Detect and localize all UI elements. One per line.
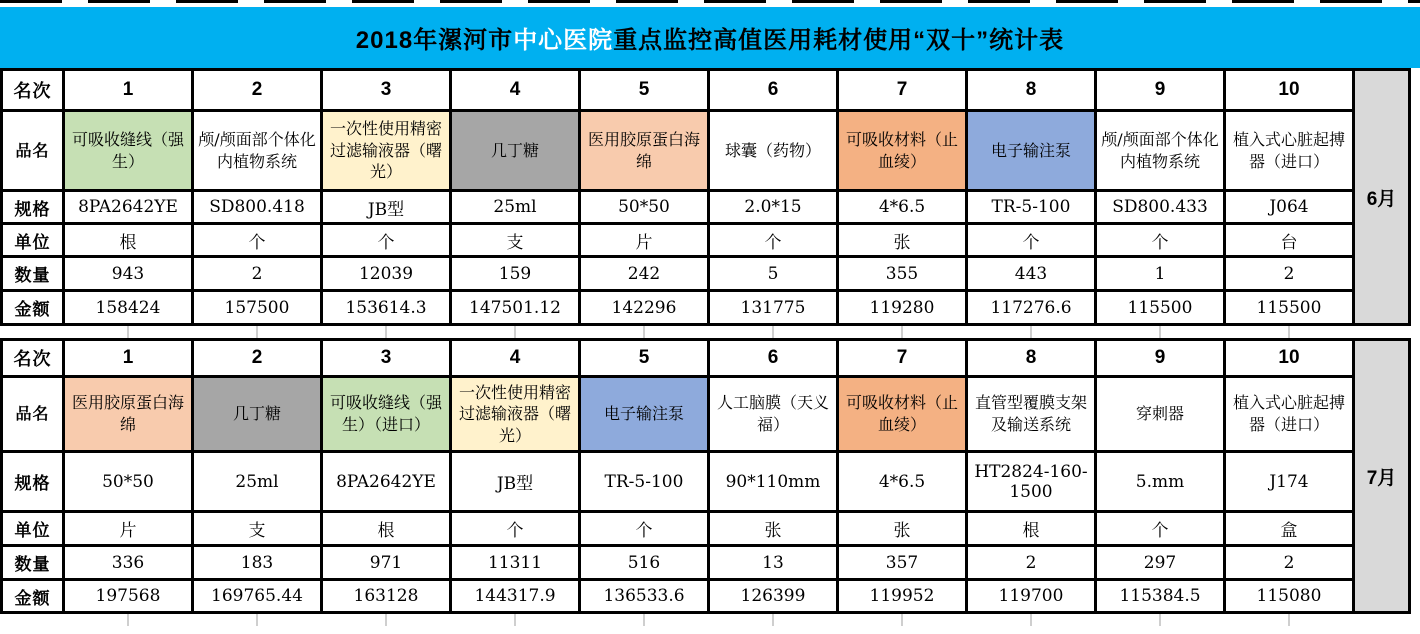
qty-row: [2, 257, 1410, 291]
unit-cell[interactable]: 个: [967, 224, 1096, 257]
row-label-rank[interactable]: 名次: [2, 340, 64, 377]
rank-cell[interactable]: 7: [838, 70, 967, 111]
amount-cell[interactable]: 119280: [838, 291, 967, 325]
row-label-amount[interactable]: 金额: [2, 580, 64, 613]
qty-cell[interactable]: 443: [967, 257, 1096, 291]
spec-cell[interactable]: TR-5-100: [967, 191, 1096, 224]
amount-cell[interactable]: 115384.5: [1096, 580, 1225, 613]
rank-cell[interactable]: 4: [451, 340, 580, 377]
qty-cell[interactable]: 13: [709, 546, 838, 580]
amount-cell[interactable]: 119952: [838, 580, 967, 613]
amount-cell[interactable]: 158424: [64, 291, 193, 325]
spec-cell[interactable]: 50*50: [64, 452, 193, 512]
amount-cell[interactable]: 157500: [193, 291, 322, 325]
spec-cell[interactable]: 2.0*15: [709, 191, 838, 224]
name-cell[interactable]: 一次性使用精密过滤输液器（曙光）: [322, 111, 451, 191]
unit-row: [2, 224, 1410, 257]
rank-cell[interactable]: 6: [709, 70, 838, 111]
rank-cell[interactable]: 10: [1225, 340, 1354, 377]
name-cell[interactable]: 医用胶原蛋白海绵: [580, 111, 709, 191]
rank-row: [2, 70, 1410, 111]
title-text-right: 重点监控高值医用耗材使用“双十”统计表: [613, 27, 1065, 54]
rank-cell[interactable]: 8: [967, 340, 1096, 377]
row-label-rank[interactable]: 名次: [2, 70, 64, 111]
amount-cell[interactable]: 147501.12: [451, 291, 580, 325]
row-label-spec[interactable]: 规格: [2, 452, 64, 512]
name-cell[interactable]: 人工脑膜（天义福）: [709, 377, 838, 452]
name-cell[interactable]: 植入式心脏起搏器（进口）: [1225, 111, 1354, 191]
name-cell[interactable]: 可吸收缝线（强生）: [64, 111, 193, 191]
unit-cell[interactable]: 片: [64, 512, 193, 546]
spec-cell[interactable]: HT2824-160-1500: [967, 452, 1096, 512]
spec-cell[interactable]: 5.mm: [1096, 452, 1225, 512]
unit-cell[interactable]: 个: [1096, 224, 1225, 257]
name-cell[interactable]: 直管型覆膜支架及输送系统: [967, 377, 1096, 452]
spec-cell[interactable]: 8PA2642YE: [322, 452, 451, 512]
name-cell[interactable]: 电子输注泵: [967, 111, 1096, 191]
rank-cell[interactable]: 3: [322, 340, 451, 377]
name-cell[interactable]: 电子输注泵: [580, 377, 709, 452]
name-cell[interactable]: 医用胶原蛋白海绵: [64, 377, 193, 452]
rank-cell[interactable]: 1: [64, 340, 193, 377]
rank-cell[interactable]: 8: [967, 70, 1096, 111]
spec-cell[interactable]: J174: [1225, 452, 1354, 512]
stats-table-month-2: [0, 338, 1411, 614]
qty-cell[interactable]: 2: [193, 257, 322, 291]
qty-cell[interactable]: 12039: [322, 257, 451, 291]
qty-cell[interactable]: 2: [967, 546, 1096, 580]
qty-cell[interactable]: 355: [838, 257, 967, 291]
unit-cell[interactable]: 个: [709, 224, 838, 257]
spec-cell[interactable]: J064: [1225, 191, 1354, 224]
unit-cell[interactable]: 个: [193, 224, 322, 257]
row-label-spec[interactable]: 规格: [2, 191, 64, 224]
name-cell[interactable]: 球囊（药物）: [709, 111, 838, 191]
qty-cell[interactable]: 183: [193, 546, 322, 580]
spec-cell[interactable]: 90*110mm: [709, 452, 838, 512]
spec-cell[interactable]: TR-5-100: [580, 452, 709, 512]
rank-cell[interactable]: 1: [64, 70, 193, 111]
amount-cell[interactable]: 197568: [64, 580, 193, 613]
spec-cell[interactable]: 25ml: [193, 452, 322, 512]
tables-container: [0, 68, 1420, 626]
spec-cell[interactable]: JB型: [451, 452, 580, 512]
unit-cell[interactable]: 张: [838, 512, 967, 546]
month-cell[interactable]: 7月: [1354, 340, 1410, 613]
rank-cell[interactable]: 6: [709, 340, 838, 377]
amount-cell[interactable]: 126399: [709, 580, 838, 613]
name-cell[interactable]: 植入式心脏起搏器（进口）: [1225, 377, 1354, 452]
title-text-left: 2018年漯河市: [355, 27, 514, 54]
spec-cell[interactable]: SD800.418: [193, 191, 322, 224]
spec-cell[interactable]: 25ml: [451, 191, 580, 224]
spec-cell[interactable]: 8PA2642YE: [64, 191, 193, 224]
row-label-qty[interactable]: 数量: [2, 546, 64, 580]
name-cell[interactable]: 穿刺器: [1096, 377, 1225, 452]
qty-cell[interactable]: 943: [64, 257, 193, 291]
qty-cell[interactable]: 11311: [451, 546, 580, 580]
unit-cell[interactable]: 个: [322, 224, 451, 257]
row-label-qty[interactable]: 数量: [2, 257, 64, 291]
sheet-top-edge: [0, 0, 1420, 7]
qty-cell[interactable]: 357: [838, 546, 967, 580]
spec-row: [2, 452, 1410, 512]
qty-cell[interactable]: 971: [322, 546, 451, 580]
unit-cell[interactable]: 台: [1225, 224, 1354, 257]
rank-cell[interactable]: 4: [451, 70, 580, 111]
amount-cell[interactable]: 119700: [967, 580, 1096, 613]
rank-cell[interactable]: 9: [1096, 70, 1225, 111]
row-label-amount[interactable]: 金额: [2, 291, 64, 325]
amount-cell[interactable]: 142296: [580, 291, 709, 325]
qty-cell[interactable]: 2: [1225, 546, 1354, 580]
unit-cell[interactable]: 个: [1096, 512, 1225, 546]
name-row: [2, 111, 1410, 191]
row-label-name[interactable]: 品名: [2, 377, 64, 452]
unit-cell[interactable]: 片: [580, 224, 709, 257]
unit-cell[interactable]: 支: [193, 512, 322, 546]
rank-cell[interactable]: 2: [193, 70, 322, 111]
unit-cell[interactable]: 根: [64, 224, 193, 257]
qty-cell[interactable]: 242: [580, 257, 709, 291]
unit-cell[interactable]: 张: [709, 512, 838, 546]
name-row: [2, 377, 1410, 452]
unit-cell[interactable]: 个: [451, 512, 580, 546]
unit-cell[interactable]: 张: [838, 224, 967, 257]
spec-cell[interactable]: SD800.433: [1096, 191, 1225, 224]
sheet-gridline-gap: [0, 326, 1410, 338]
name-cell[interactable]: 颅/颅面部个体化内植物系统: [193, 111, 322, 191]
qty-cell[interactable]: 516: [580, 546, 709, 580]
qty-cell[interactable]: 336: [64, 546, 193, 580]
unit-cell[interactable]: 根: [322, 512, 451, 546]
sheet-gridline-gap: [0, 614, 1410, 626]
spec-cell[interactable]: JB型: [322, 191, 451, 224]
month-cell[interactable]: 6月: [1354, 70, 1410, 325]
rank-cell[interactable]: 2: [193, 340, 322, 377]
title-bar: [0, 7, 1420, 68]
name-cell[interactable]: 几丁糖: [193, 377, 322, 452]
title-text-highlight: 中心医院: [513, 27, 614, 54]
amount-row: [2, 580, 1410, 613]
name-cell[interactable]: 可吸收缝线（强生）（进口）: [322, 377, 451, 452]
unit-cell[interactable]: 个: [580, 512, 709, 546]
rank-cell[interactable]: 5: [580, 340, 709, 377]
unit-row: [2, 512, 1410, 546]
rank-row: [2, 340, 1410, 377]
spec-cell[interactable]: 4*6.5: [838, 452, 967, 512]
spec-cell[interactable]: 4*6.5: [838, 191, 967, 224]
qty-cell[interactable]: 159: [451, 257, 580, 291]
amount-cell[interactable]: 115500: [1096, 291, 1225, 325]
row-label-unit[interactable]: 单位: [2, 512, 64, 546]
qty-cell[interactable]: 5: [709, 257, 838, 291]
qty-cell[interactable]: 1: [1096, 257, 1225, 291]
rank-cell[interactable]: 3: [322, 70, 451, 111]
name-cell[interactable]: 颅/颅面部个体化内植物系统: [1096, 111, 1225, 191]
unit-cell[interactable]: 盒: [1225, 512, 1354, 546]
name-cell[interactable]: 几丁糖: [451, 111, 580, 191]
row-label-unit[interactable]: 单位: [2, 224, 64, 257]
spec-row: [2, 191, 1410, 224]
amount-cell[interactable]: 131775: [709, 291, 838, 325]
amount-cell[interactable]: 115080: [1225, 580, 1354, 613]
name-cell[interactable]: 可吸收材料（止血绫）: [838, 111, 967, 191]
amount-cell[interactable]: 153614.3: [322, 291, 451, 325]
rank-cell[interactable]: 9: [1096, 340, 1225, 377]
qty-cell[interactable]: 297: [1096, 546, 1225, 580]
amount-row: [2, 291, 1410, 325]
amount-cell[interactable]: 115500: [1225, 291, 1354, 325]
qty-row: [2, 546, 1410, 580]
unit-cell[interactable]: 根: [967, 512, 1096, 546]
name-cell[interactable]: 一次性使用精密过滤输液器（曙光）: [451, 377, 580, 452]
amount-cell[interactable]: 163128: [322, 580, 451, 613]
rank-cell[interactable]: 7: [838, 340, 967, 377]
stats-table-month-1: [0, 68, 1411, 326]
amount-cell[interactable]: 169765.44: [193, 580, 322, 613]
name-cell[interactable]: 可吸收材料（止血绫）: [838, 377, 967, 452]
unit-cell[interactable]: 支: [451, 224, 580, 257]
amount-cell[interactable]: 144317.9: [451, 580, 580, 613]
qty-cell[interactable]: 2: [1225, 257, 1354, 291]
amount-cell[interactable]: 136533.6: [580, 580, 709, 613]
spec-cell[interactable]: 50*50: [580, 191, 709, 224]
row-label-name[interactable]: 品名: [2, 111, 64, 191]
rank-cell[interactable]: 5: [580, 70, 709, 111]
rank-cell[interactable]: 10: [1225, 70, 1354, 111]
amount-cell[interactable]: 117276.6: [967, 291, 1096, 325]
